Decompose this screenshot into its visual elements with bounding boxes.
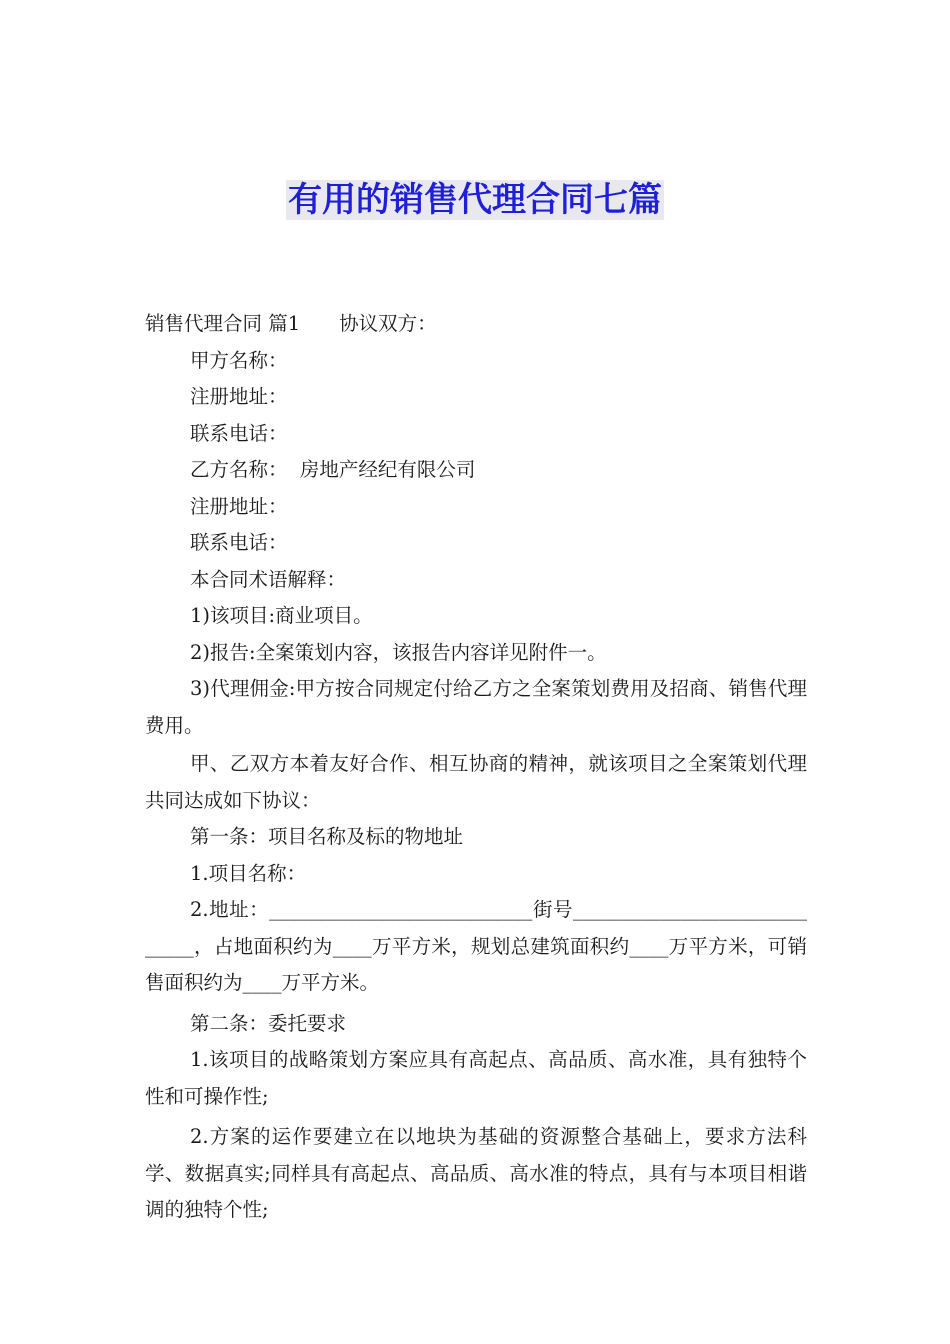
- paragraph-project-name: 1.项目名称：: [190, 861, 307, 885]
- paragraph-agreement-intro: 甲、乙双方本着友好合作、相互协商的精神，就该项目之全案策划代理共同达成如下协议：: [145, 752, 807, 812]
- paragraph-requirement-2: 2.方案的运作要建立在以地块为基础的资源整合基础上，要求方法科学、数据真实;同样具有高起点、高品质、高水准的特点，具有与本项目相谐调的独特个性;: [145, 1125, 807, 1221]
- paragraph-party-a-address: 注册地址：: [190, 385, 288, 408]
- paragraph-party-a-phone: 联系电话：: [190, 421, 288, 445]
- paragraph-requirement-1: 1.该项目的战略策划方案应具有高起点、高品质、高水准，具有独特个性和可操作性;: [145, 1048, 807, 1108]
- paragraph-term-3: 3)代理佣金:甲方按合同规定付给乙方之全案策划费用及招商、销售代理费用。: [145, 677, 807, 737]
- paragraph-project-address: 2.地址：___________________________街号_____________________________，占地面积约为____万平方米，规划总建筑面积约____万平方米，可销售面积约为____万平方米。: [145, 898, 807, 994]
- paragraph-term-1: 1)该项目:商业项目。: [190, 604, 373, 627]
- paragraph-terms-heading: 本合同术语解释：: [190, 567, 347, 591]
- paragraph-party-b-address: 注册地址：: [190, 494, 288, 518]
- paragraph-party-b-name: 乙方名称： 房地产经纪有限公司: [190, 458, 476, 481]
- document-title-text: 有用的销售代理合同七篇: [288, 180, 662, 220]
- paragraph-article-2-heading: 第二条：委托要求: [190, 1011, 347, 1035]
- paragraph-term-2: 2)报告:全案策划内容，该报告内容详见附件一。: [190, 640, 607, 664]
- document-body: [145, 306, 807, 1229]
- paragraph-party-b-phone: 联系电话：: [190, 531, 288, 554]
- paragraph-section-heading: 销售代理合同 篇1 协议双方：: [145, 312, 437, 335]
- paragraph-article-1-heading: 第一条：项目名称及标的物地址: [190, 825, 464, 848]
- document-title: [0, 176, 950, 224]
- paragraph-party-a-name: 甲方名称：: [190, 348, 288, 372]
